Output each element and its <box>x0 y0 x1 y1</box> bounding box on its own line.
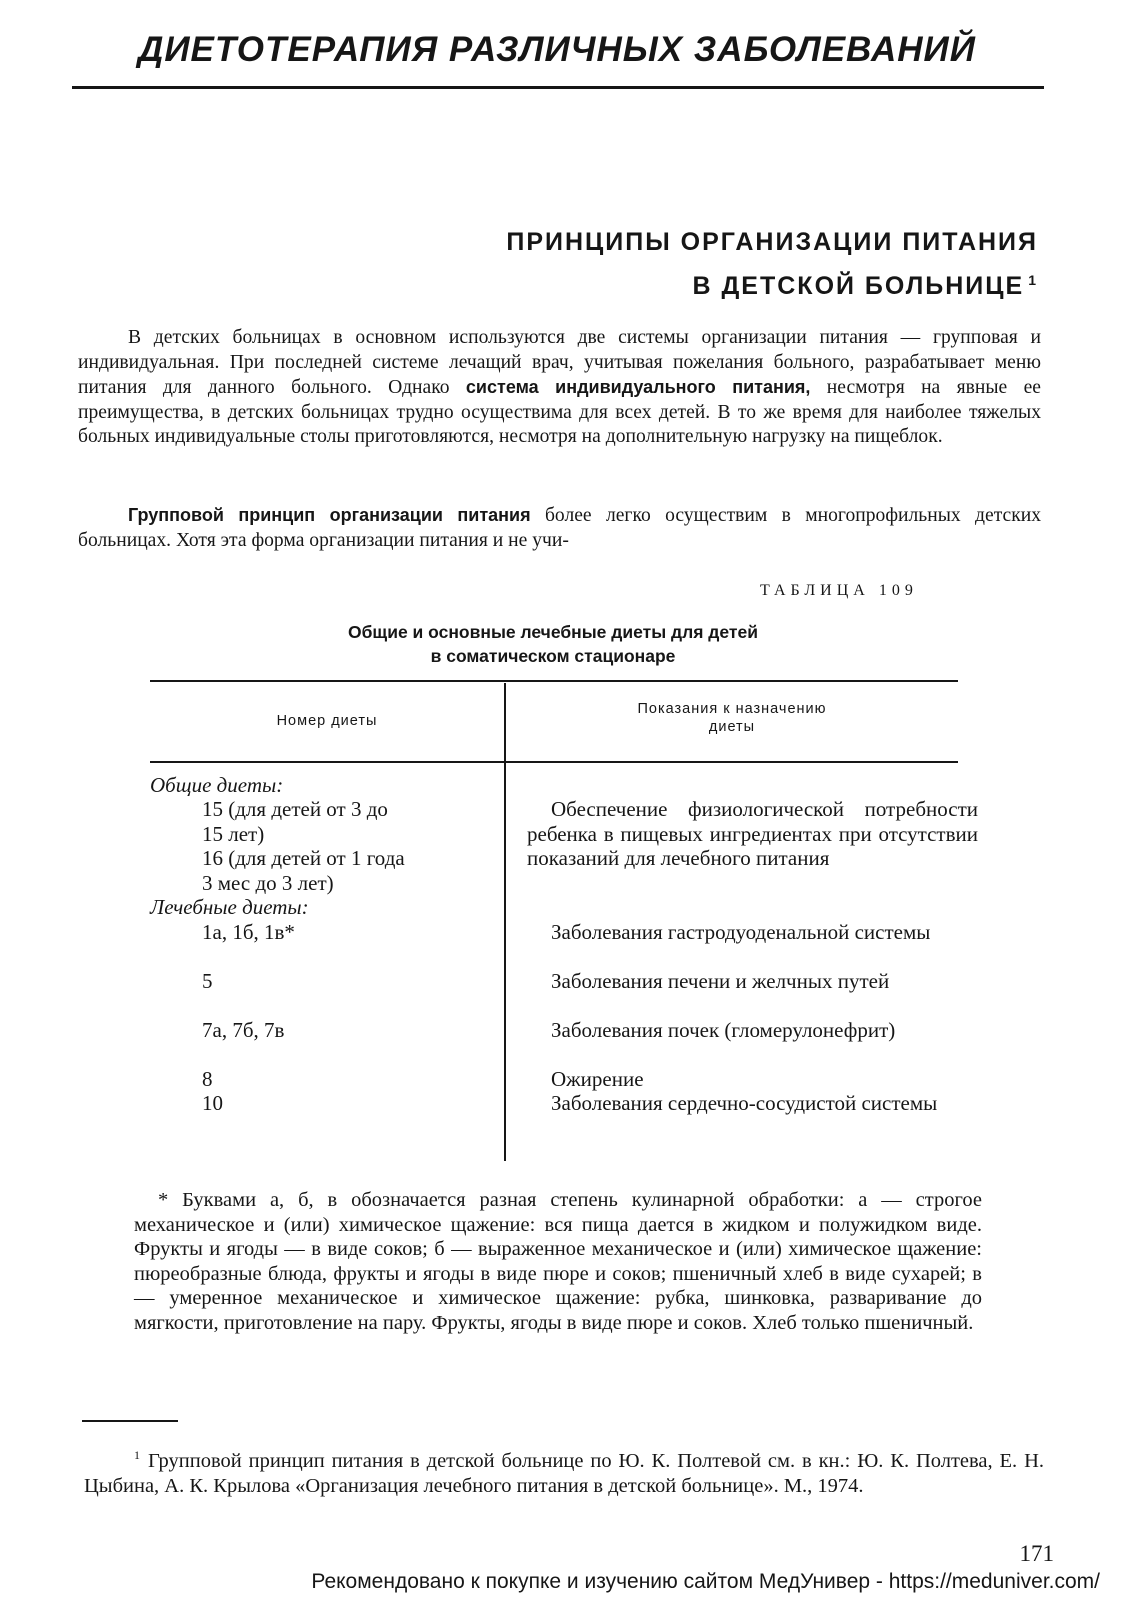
footnote <box>84 1443 1044 1498</box>
general-diet-row: 3 мес до 3 лет) <box>202 871 334 895</box>
col-header-indication-line-2: диеты <box>708 719 756 735</box>
diet-number: 1а, 1б, 1в* <box>202 920 295 944</box>
table-title-line-2: в соматическом стационаре <box>430 646 676 666</box>
title-line-1: ПРИНЦИПЫ ОРГАНИЗАЦИИ ПИТАНИЯ <box>506 228 1038 256</box>
diet-indication: Заболевания печени и желчных путей <box>551 969 890 993</box>
diet-indication: Заболевания гастродуоденальной системы <box>551 920 931 944</box>
footnote-rule <box>82 1420 178 1422</box>
general-diet-row: 16 (для детей от 1 года <box>202 846 405 870</box>
table-column-divider <box>504 683 506 1161</box>
page-number: 171 <box>1019 1541 1054 1566</box>
header-rule <box>72 86 1044 89</box>
diet-number: 8 <box>202 1067 213 1091</box>
p1-text-b: несмотря на явные ее преимущества, в детских больницах трудно осуществима для всех детей. В то же время для наиболее тяжелых больных индивидуальные столы приготовляются, несмотря на дополнительную нагрузку на пищеблок. <box>78 377 1041 447</box>
title-line-2 <box>506 261 1038 305</box>
p2-text: более легко осуществим в многопрофильных детских больницах. Хотя эта форма организации питания и не учи- <box>78 505 1041 551</box>
diet-number: 10 <box>202 1091 223 1115</box>
title-line-2-text: В ДЕТСКОЙ БОЛЬНИЦЕ <box>692 272 1025 300</box>
diet-number: 7а, 7б, 7в <box>202 1018 285 1042</box>
general-diet-row: 15 (для детей от 3 до <box>202 797 388 821</box>
article-title <box>506 223 1038 305</box>
table-title <box>150 620 956 668</box>
p2-bold: Групповой принцип организации питания <box>128 505 531 525</box>
title-footnote-mark: 1 <box>1028 272 1038 288</box>
general-diets-label: Общие диеты: <box>150 773 284 797</box>
p1-text-a: В детских больницах в основном используются две системы организации питания — групповая и индивидуальная. При последней системе лечащий врач, учитывая пожелания больного, разрабатывает меню питания для данного больного. Однако <box>78 327 1041 398</box>
p1-bold: система индивидуального питания, <box>465 377 811 397</box>
diet-number: 5 <box>202 969 213 993</box>
table-label: ТАБЛИЦА 109 <box>760 582 918 599</box>
general-diet-row: 15 лет) <box>202 822 265 846</box>
col-header-indication-line-1: Показания к назначению <box>637 701 827 717</box>
table-title-line-1: Общие и основные лечебные диеты для детей <box>348 622 758 642</box>
diet-indication: Обеспечение физиологической потребности ребенка в пищевых ингредиентах при отсутствии показаний для лечебного питания <box>527 797 978 870</box>
therapeutic-diets-label: Лечебные диеты: <box>150 895 309 919</box>
diet-indication: Заболевания почек (гломерулонефрит) <box>551 1018 896 1042</box>
table-note: * Буквами а, б, в обозначается разная степень кулинарной обработки: а — строгое механическое и (или) химическое щажение: вся пища дается в жидком и полужидком виде. Фрукты и ягоды — в виде соков; б — выраженное механическое и (или) химическое щажение: пюреобразные блюда, фрукты и ягоды в виде пюре и соков; пшеничный хлеб в виде сухарей; в — умеренное механическое и химическое щажение: рубка, шинковка, разваривание до мягкости, приготовление на пару. Фрукты, ягоды в виде пюре и соков. Хлеб только пшеничный. <box>134 1189 982 1334</box>
table-top-rule <box>150 680 958 682</box>
running-head: ДИЕТОТЕРАПИЯ РАЗЛИЧНЫХ ЗАБОЛЕВАНИЙ <box>138 30 976 69</box>
table-header-rule <box>150 761 958 763</box>
paragraph-1 <box>78 326 1041 450</box>
diet-indication: Заболевания сердечно-сосудистой системы <box>551 1091 938 1115</box>
col-header-indication <box>506 700 958 736</box>
col-header-diet: Номер диеты <box>276 713 378 729</box>
footnote-text: Групповой принцип питания в детской больнице по Ю. К. Полтевой см. в кн.: Ю. К. Полтева, Е. Н. Цыбина, А. К. Крылова «Организация лечебного питания в детской больнице». М., 1974. <box>84 1450 1044 1497</box>
footnote-mark: 1 <box>134 1448 140 1462</box>
paragraph-2 <box>78 503 1041 553</box>
diet-indication: Ожирение <box>551 1067 644 1091</box>
watermark: Рекомендовано к покупке и изучению сайтом МедУнивер - https://meduniver.com/ <box>311 1570 1100 1593</box>
